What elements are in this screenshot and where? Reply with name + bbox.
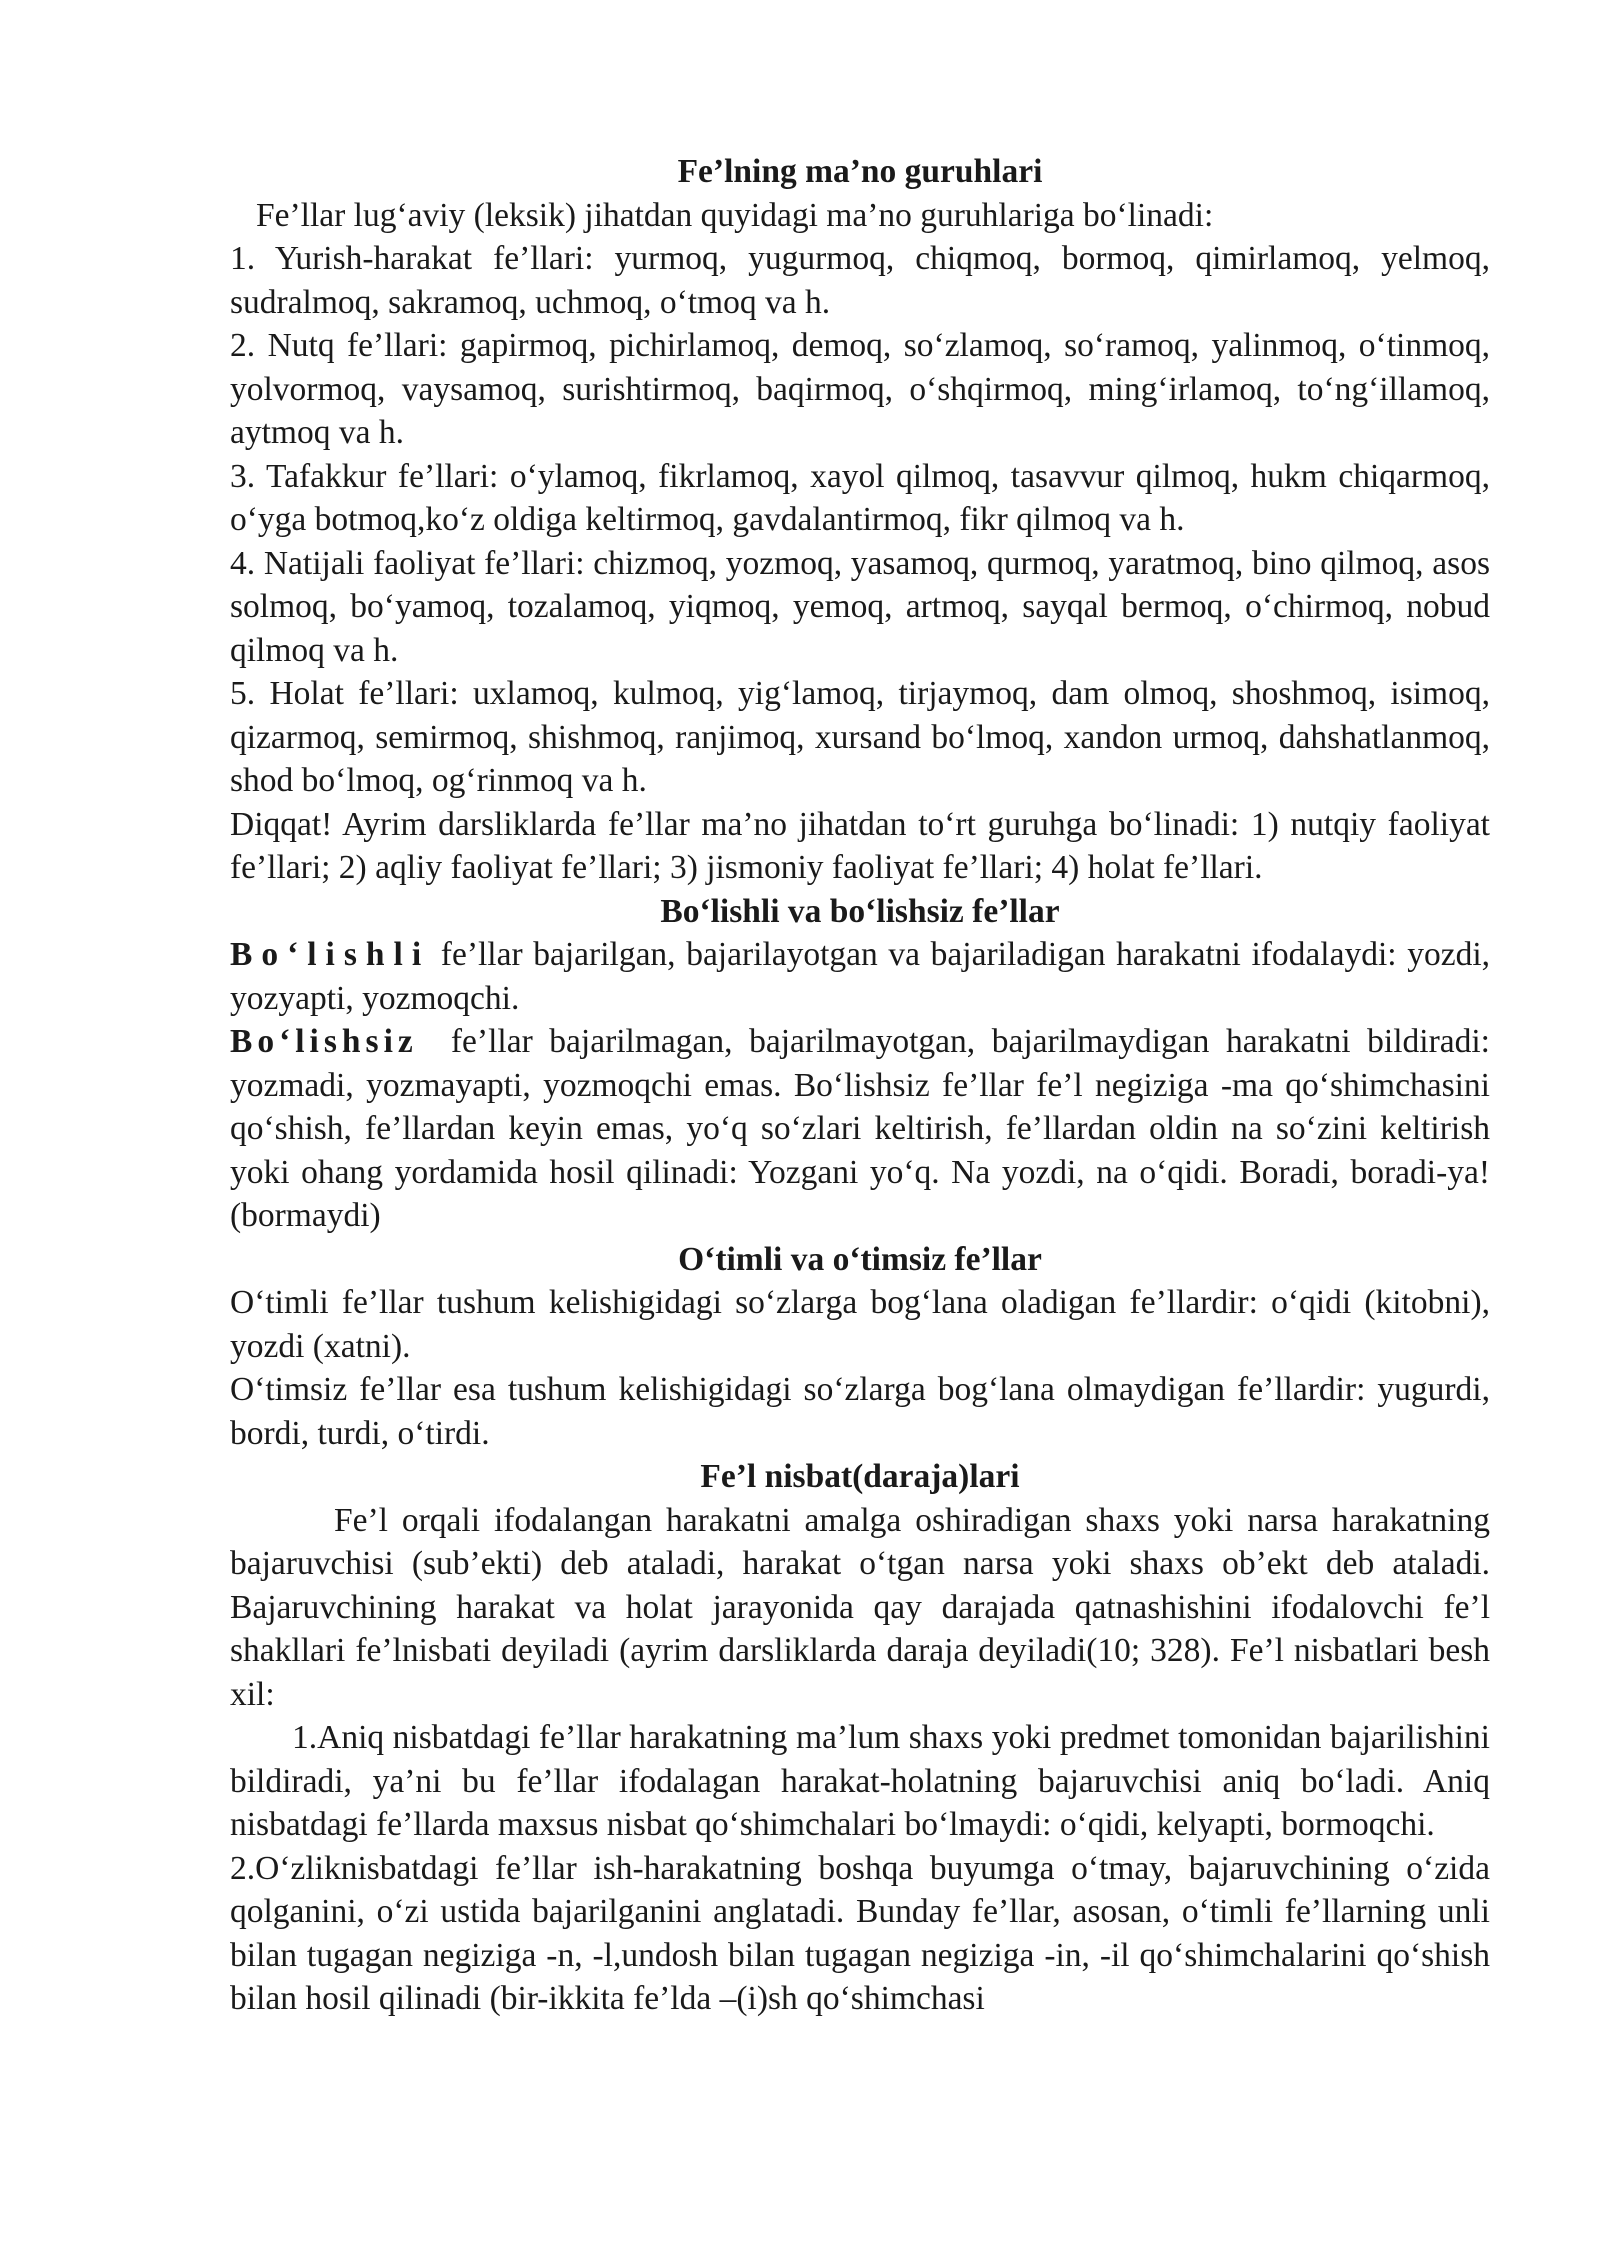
active-voice-paragraph: 1.Aniq nisbatdagi fe’llar harakatning ma’lum shaxs yoki predmet tomonidan bajarilishini bildiradi, ya’ni bu fe’llar ifodalagan harakat-holatning bajaruvchisi aniq bo‘ladi. Aniq nisbatdagi fe’llarda maxsus nisbat qo‘shimchalari bo‘lmaydi: o‘qidi, kelyapti, bormoqchi. [230,1719,1490,1843]
negative-text: fe’llar bajarilmagan, bajarilmayotgan, bajarilmaydigan harakatni bildiradi: yozmadi, yozmayapti, yozmoqchi emas. Bo‘lishsiz fe’llar fe’l negiziga -ma qo‘shimchasini qo‘shish, fe’llardan keyin emas, yo‘q so‘zlari keltirish, fe’llardan oldin na so‘zini keltirish yoki ohang yordamida hosil qilinadi: Yozgani yo‘q. Na yozdi, na o‘qidi. Boradi, boradi-ya! (bormaydi) [230,1023,1490,1234]
document-page [230,150,1490,2021]
term-affirmative: Bo‘lishli [230,936,431,973]
list-item-speech-verbs: 2. Nutq fe’llari: gapirmoq, pichirlamoq, demoq, so‘zlamoq, so‘ramoq, yalinmoq, o‘tinmoq, yolvormoq, vaysamoq, surishtirmoq, baqirmoq, o‘shqirmoq, ming‘irlamoq, to‘ng‘illamoq, aytmoq va h. [230,327,1490,451]
affirmative-text: fe’llar bajarilgan, bajarilayotgan va bajariladigan harakatni ifodalaydi: yozdi, yozyapti, yozmoqchi. [230,936,1490,1017]
negative-paragraph [230,1020,1490,1238]
reflexive-voice-paragraph: 2.O‘zliknisbatdagi fe’llar ish-harakatning boshqa buyumga o‘tmay, bajaruvchining o‘zida qolganini, o‘zi ustida bajarilganini anglatadi. Bunday fe’llar, asosan, o‘timli fe’llarning unli bilan tugagan negiziga -n, -l,undosh bilan tugagan negiziga -in, -il qo‘shimchalarini qo‘shish bilan hosil qilinadi (bir-ikkita fe’lda –(i)sh qo‘shimchasi [230,1849,1490,2017]
intro-paragraph: Fe’llar lug‘aviy (leksik) jihatdan quyidagi ma’no guruhlariga bo‘linadi: [256,196,1214,234]
list-item-state-verbs: 5. Holat fe’llari: uxlamoq, kulmoq, yig‘lamoq, tirjaymoq, dam olmoq, shoshmoq, isimoq, qizarmoq, semirmoq, shishmoq, ranjimoq, xursand bo‘lmoq, xandon urmoq, dahshatlanmoq, shod bo‘lmoq, og‘rinmoq va h. [230,675,1490,799]
term-negative: Bo‘lishsiz [230,1023,418,1060]
section-title-affirmative-negative: Bo‘lishli va bo‘lishsiz fe’llar [660,892,1060,930]
affirmative-paragraph [230,933,1490,1020]
section-title-voice: Fe’l nisbat(daraja)lari [700,1458,1020,1495]
note-paragraph: Diqqat! Ayrim darsliklarda fe’llar ma’no jihatdan to‘rt guruhga bo‘linadi: 1) nutqiy faoliyat fe’llari; 2) aqliy faoliyat fe’llari; 3) jismoniy faoliyat fe’llari; 4) holat fe’llari. [230,805,1490,886]
list-item-result-verbs: 4. Natijali faoliyat fe’llari: chizmoq, yozmoq, yasamoq, qurmoq, yaratmoq, bino qilmoq, asos solmoq, bo‘yamoq, tozalamoq, yiqmoq, yemoq, artmoq, sayqal bermoq, o‘chirmoq, nobud qilmoq va h. [230,544,1490,669]
section-title-transitive: O‘timli va o‘timsiz fe’llar [678,1240,1042,1278]
transitive-paragraph: O‘timli fe’llar tushum kelishigidagi so‘zlarga bog‘lana oladigan fe’llardir: o‘qidi (kitobni), yozdi (xatni). [230,1284,1490,1365]
list-item-motion-verbs: 1. Yurish-harakat fe’llari: yurmoq, yugurmoq, chiqmoq, bormoq, qimirlamoq, yelmoq, sudralmoq, sakramoq, uchmoq, o‘tmoq va h. [230,240,1490,321]
list-item-thinking-verbs: 3. Tafakkur fe’llari: o‘ylamoq, fikrlamoq, xayol qilmoq, tasavvur qilmoq, hukm chiqarmoq, o‘yga botmoq,ko‘z oldiga keltirmoq, gavdalantirmoq, fikr qilmoq va h. [230,457,1490,538]
intransitive-paragraph: O‘timsiz fe’llar esa tushum kelishigidagi so‘zlarga bog‘lana olmaydigan fe’llardir: yugurdi, bordi, turdi, o‘tirdi. [230,1371,1490,1452]
voice-intro-paragraph: Fe’l orqali ifodalangan harakatni amalga oshiradigan shaxs yoki narsa harakatning bajaruvchisi (sub’ekti) deb ataladi, harakat o‘tgan narsa yoki shaxs ob’ekt deb ataladi. Bajaruvchining harakat va holat jarayonida qay darajada qatnashishini ifodalovchi fe’l shakllari fe’lnisbati deyiladi (ayrim darsliklarda daraja deyiladi(10; 328). Fe’l nisbatlari besh xil: [230,1501,1490,1713]
section-title-meaning-groups: Fe’lning ma’no guruhlari [677,153,1043,190]
